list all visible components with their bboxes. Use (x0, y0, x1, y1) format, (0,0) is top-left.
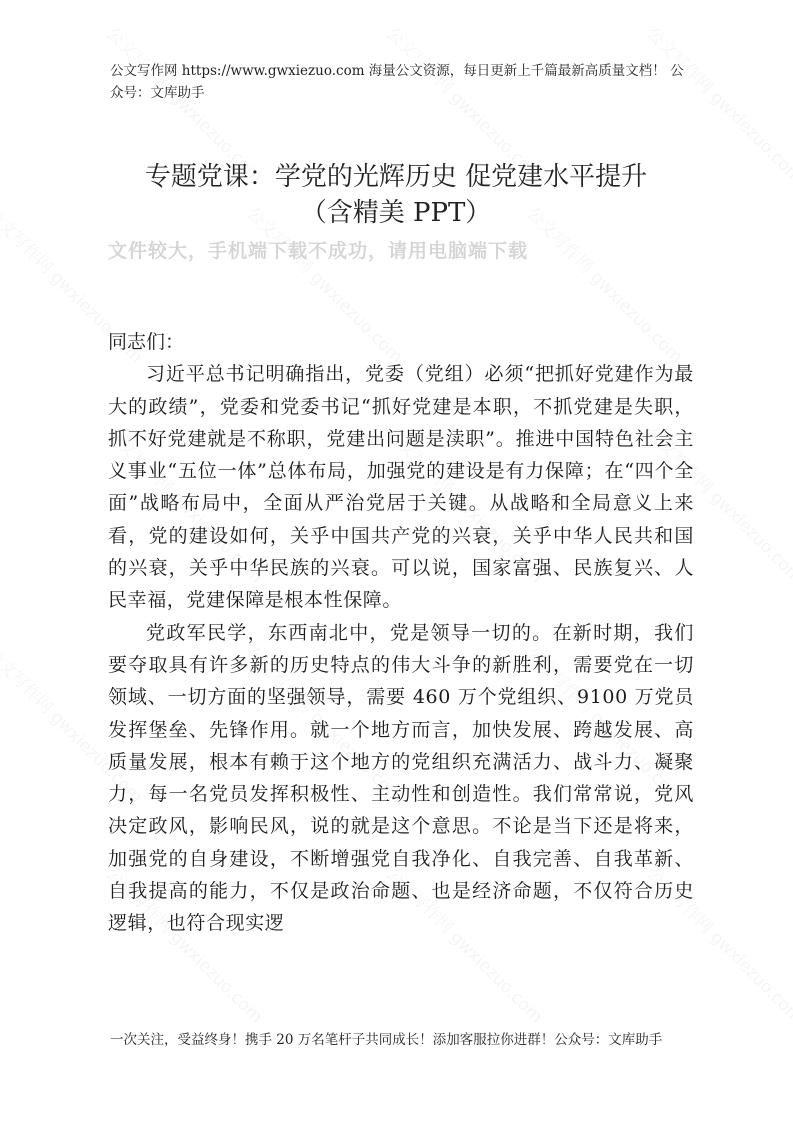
document-body (108, 326, 694, 940)
download-notice: 文件较大，手机端下载不成功，请用电脑端下载 (108, 240, 529, 262)
greeting: 同志们： (108, 331, 185, 353)
paragraph-1: 习近平总书记明确指出，党委（党组）必须“把抓好党建作为最大的政绩”，党委和党委书记“抓好党建是本职，不抓党建是失职，抓不好党建就是不称职，党建出问题是渎职”。推进中国特色社会主义事业“五位一体”总体布局，加强党的建设是有力保障；在“四个全面”战略布局中，全面从严治党居于关键。从战略和全局意义上来看，党的建设如何，关乎中国共产党的兴衰，关乎中华人民共和国的兴衰，关乎中华民族的兴衰。可以说，国家富强、民族复兴、人民幸福，党建保障是根本性保障。 (108, 363, 694, 612)
page-footer: 一次关注，受益终身！携手 20 万名笔杆子共同成长！添加客服拉你进群！公众号：文库助手 (110, 1032, 663, 1048)
paragraph-2: 党政军民学，东西南北中，党是领导一切的。在新时期，我们要夺取具有许多新的历史特点的伟大斗争的新胜利，需要党在一切领域、一切方面的坚强领导，需要 460 万个党组织、9100 万党员发挥堡垒、先锋作用。就一个地方而言，加快发展、跨越发展、高质量发展，根本有赖于这个地方的党组织充满活力、战斗力、凝聚力，每一名党员发挥积极性、主动性和创造性。我们常常说，党风决定政风，影响民风，说的就是这个意思。不论是当下还是将来，加强党的自身建设，不断增强党自我净化、自我完善、自我革新、自我提高的能力，不仅是政治命题、也是经济命题，不仅符合历史逻辑，也符合现实逻 (108, 621, 694, 935)
page-header: 公文写作网 https://www.gwxiezuo.com 海量公文资源，每日更新上千篇最新高质量文档！ 公众号：文库助手 (110, 63, 684, 101)
title-line-2: （含精美 PPT） (300, 198, 492, 229)
document-title (96, 159, 696, 231)
title-line-1: 专题党课：学党的光辉历史 促党建水平提升 (144, 162, 648, 193)
